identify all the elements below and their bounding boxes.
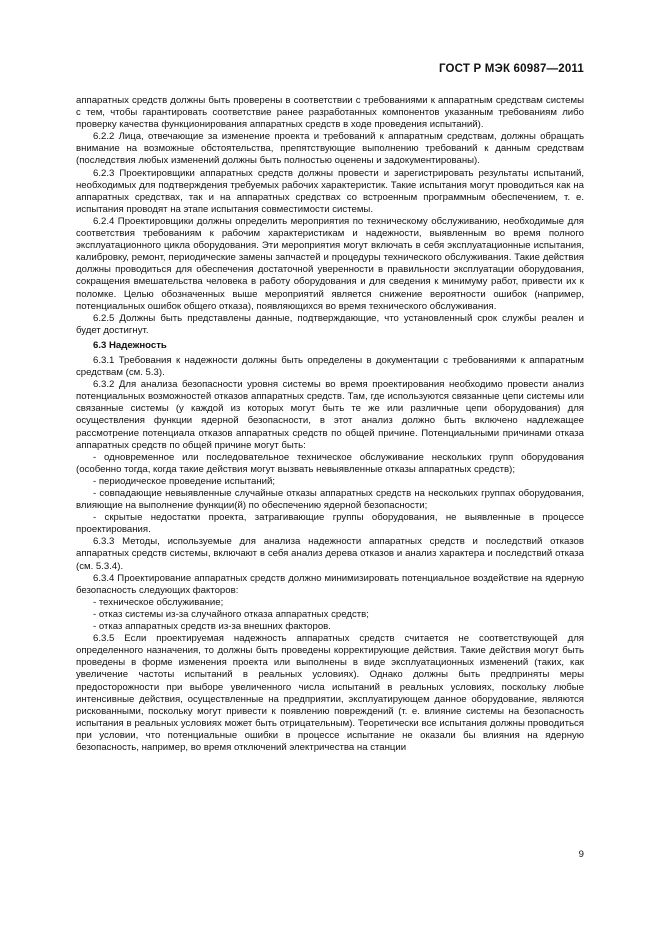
paragraph-6-3-1: 6.3.1 Требования к надежности должны быть определены в документации с требованиями к аппаратным средствам (см. 5.3).: [76, 354, 584, 379]
list-item: - совпадающие невыявленные случайные отказы аппаратных средств на нескольких группах оборудования, влияющие на выполнение функции(й) по обеспечению ядерной безопасности;: [76, 488, 584, 512]
list-item: - скрытые недостатки проекта, затрагивающие группы оборудования, не выявленные в процессе проектирования.: [76, 512, 584, 536]
list-item: - одновременное или последовательное техническое обслуживание нескольких групп оборудования (особенно тогда, когда такие действия могут вызвать невыявленные отказы аппаратных средств);: [76, 451, 584, 475]
paragraph-6-3-3: 6.3.3 Методы, используемые для анализа надежности аппаратных средств и последствий отказов аппаратных средств системы, включают в себя анализ дерева отказов и анализ характера и последствий отказа (см. 5.3.4).: [76, 536, 584, 572]
paragraph-6-2-3: 6.2.3 Проектировщики аппаратных средств должны провести и зарегистрировать результаты испытаний, необходимых для подтверждения требуемых рабочих характеристик. Такие испытания могут проводиться как на аппаратных средствах, так и на аппаратных средствах со встроенным программным обеспечением, т. е. испытания проводят на этапе испытания совместимости системы.: [76, 167, 584, 215]
paragraph-6-3-5: 6.3.5 Если проектируемая надежность аппаратных средств считается не соответствующей для определенного назначения, то должны быть проведены корректирующие действия. Такие действия могут быть проведены в форме изменения проекта или выполнены в виде эксплуатационных изменений (таких, как увеличение частоты испытаний в реальных условиях). Однако должны быть предприняты меры предосторожности при выборе увеличенного числа испытаний в реальных условиях, поскольку любые интенсивные действия, осуществленные на предприятии, эксплуатирующем данное оборудование, являются рискованными, поскольку могут привести к появлению повреждений (т. е. влияние системы на безопасность испытания в реальных условиях может быть отрицательным). Теоретически все испытания должны проводиться при условии, что потенциальные ошибки в процессе испытание не оказали бы влияния на ядерную безопасность, например, во время отключений электричества на станции: [76, 633, 584, 753]
paragraph-6-3-4: 6.3.4 Проектирование аппаратных средств должно минимизировать потенциальное воздействие на ядерную безопасность следующих факторов:: [76, 572, 584, 596]
body-text: [76, 95, 584, 754]
section-heading-6-3: 6.3 Надежность: [93, 339, 167, 351]
paragraph-6-2-2: 6.2.2 Лица, отвечающие за изменение проекта и требований к аппаратным средствам, должны обращать внимание на возможные обстоятельства, препятствующие выполнению требований к данным средствам (последствия любых изменений должны быть полностью оценены и задокументированы).: [76, 131, 584, 167]
paragraph-6-2-5: 6.2.5 Должны быть представлены данные, подтверждающие, что установленный срок службы реален и будет достигнут.: [76, 312, 584, 336]
paragraph-continuation: аппаратных средств должны быть проверены в соответствии с требованиями к аппаратным средствам системы с тем, чтобы гарантировать соответствие ранее разработанных компонентов указанным требованиям либо проверку качества функционирования аппаратных средств в ходе проведения испытаний).: [76, 95, 584, 131]
list-item: - отказ аппаратных средств из-за внешних факторов.: [93, 621, 331, 633]
list-item: - техническое обслуживание;: [93, 596, 224, 608]
paragraph-6-3-2: 6.3.2 Для анализа безопасности уровня системы во время проектирования необходимо провести анализ потенциальных возможностей отказов аппаратных средств. Там, где используются связанные цепи системы или связанные системы (у каждой из которых могут быть те же или различные цепи оборудования) для осуществления функции ядерной безопасности, в этот анализ должно быть включено надлежащее рассмотрение потенциала отказов аппаратных средств по общей причине. Потенциальными причинами отказа аппаратных средств по общей причине могут быть:: [76, 379, 584, 451]
list-item: - периодическое проведение испытаний;: [93, 475, 276, 487]
paragraph-6-2-4: 6.2.4 Проектировщики должны определить мероприятия по техническому обслуживанию, необходимые для соответствия требованиям к рабочим характеристикам и надежности, выявленным во время полного эксплуатационного цикла оборудования. Эти мероприятия могут включать в себя эксплуатационные испытания, калибровку, ремонт, периодические замены запчастей и процедуры технического обслуживания. Такие действия должны проводиться для обеспечения достаточной уверенности в правильности эксплуатации оборудования, сокращения вмешательства человека в работу оборудования и для сведения к минимуму работ, привести их к поломке. Целью обозначенных выше мероприятий является снижение вероятности ошибок (например, потенциальных ошибок общего отказа), появляющихся во время технического обслуживания.: [76, 215, 584, 312]
page-number: 9: [578, 849, 584, 860]
document-header: ГОСТ Р МЭК 60987—2011: [438, 63, 584, 75]
list-item: - отказ системы из-за случайного отказа аппаратных средств;: [93, 608, 369, 620]
